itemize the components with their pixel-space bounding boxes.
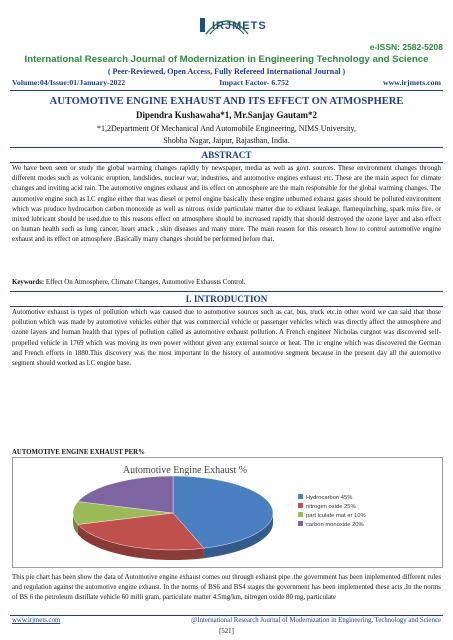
eissn: e-ISSN: 2582-5208 — [369, 42, 443, 52]
intro-text: Automotive exhaust is types of pollution which was caused due to automotive sources such as car, bus, truck etc.in other word we can said that those pollution which was made by automotive vehicles either that was commercial vehicle or passenger vehicles which was directly affect the atmosphere and ozone layers and human health that types of pollution called as automotive exhaust pollution. A French engineer Nicholas curgnot was discovered self-propelled vehicle in 1769 which was moving its own power without given any external source or heat. The ic engine which was discovered the German and French efforts in 1880.This discovery was the most important in the history of automotive segment because in the present day all the automotive segment should worked as I.C engine base. — [12, 309, 441, 368]
peer-review-line: ( Peer-Reviewed, Open Access, Fully Refereed International Journal ) — [107, 67, 346, 76]
affiliation — [0, 123, 453, 147]
after-chart-text: This pie chart has been show the data of Automotive engine exhaust comes out through exhaust pipe .the government has been implemented different rules and regulation against the automotive engine exhaust. In the norms of BS6 and BS4 stages the government has been implemented these acts .In the norms of BS 6 the petroleum distillate vehicle 60 milli gram, particulate matter 4.5mg/km, nitrogen oxide 80 mg, particulate — [12, 574, 441, 602]
legend-swatch-2 — [298, 512, 303, 517]
keywords-text: Effect On Atmosphere, Climate Changes, Automotive Exhausts Control. — [44, 279, 246, 286]
abstract-divider-top — [10, 147, 443, 148]
abstract-divider-bottom — [10, 162, 443, 163]
affiliation-line-2: Shobha Nagar, Jaipur, Rajasthan, India. — [163, 136, 290, 145]
volume-issue: Volume:04/Issue:01/January-2022 — [12, 78, 126, 87]
volume-line — [12, 78, 441, 87]
page-number: [521] — [219, 628, 234, 635]
keywords-label: Keywords: — [12, 279, 45, 286]
intro-divider-bottom — [10, 306, 443, 307]
pie-chart — [13, 458, 442, 567]
pie-slices — [73, 476, 273, 550]
legend-label-2: part iculate mat er 10% — [306, 513, 366, 519]
logo-text: IRJMETS — [212, 20, 267, 32]
abstract-heading: ABSTRACT — [201, 150, 252, 160]
intro-heading: I. INTRODUCTION — [185, 294, 268, 304]
chart-legend — [298, 494, 366, 528]
paper-authors: Dipendra Kushawaha*1, Mr.Sanjay Gautam*2 — [136, 110, 317, 120]
legend-label-3: carbon monoxide 20% — [306, 522, 364, 528]
legend-swatch-3 — [298, 521, 303, 526]
pie-chart-box — [12, 457, 443, 568]
impact-factor: Impact Factor- 6.752 — [219, 78, 289, 87]
footer-copyright: @International Research Journal of Modernization in Engineering, Technology and Science — [191, 617, 441, 624]
abstract-text: We have been seen or study the global warming changes rapidly by newspaper, media as well as govt. sources. These environment changes through different modes such as volcanic eruption, landslides, nuclear war, industries, and automotive engines exhaust etc. These are the main aspect for climate changes and inviting acid rain. The automotive engines exhaust and its effect on atmosphere are the main responsible for the global warming changes. The automotive engine such as I.C engine either that was diesel or petrol engine basically these engine unburned exhaust gases should be polluted environment which was produce hydrocarbon carbon monoxide as well as nitrous oxide particulate matter due to exhaust leakage, flamequinching, spark miss fire, or mixed lubricant should be used.due to this reasons effect on atmosphere should be increased rapidly that should destroyed the ozone layer and also effect on human health such as lung cancer, heart attack , skin diseases and many more. The main reason for this research how to control automotive engine exhaust and its effect on atmosphere .Basically many changes should be performed before that. — [12, 165, 441, 244]
legend-swatch-0 — [298, 494, 303, 499]
keywords-line — [12, 279, 441, 286]
chart-title: Automotive Engine Exhaust % — [122, 465, 248, 476]
paper-title: AUTOMOTIVE ENGINE EXHAUST AND ITS EFFECT ON ATMOSPHERE — [49, 96, 404, 107]
affiliation-line-1: *1,2Department Of Mechanical And Automobile Engineering, NIMS University, — [97, 124, 356, 133]
intro-divider-top — [10, 291, 443, 292]
legend-label-1: nitrogen oxide 25% — [306, 504, 356, 510]
footer-website[interactable]: www.irjmets.com — [12, 617, 61, 624]
legend-swatch-1 — [298, 503, 303, 508]
header-divider — [10, 90, 443, 91]
footer-divider — [10, 615, 443, 616]
exhaust-subheading: AUTOMOTIVE ENGINE EXHAUST PER% — [12, 449, 145, 456]
journal-name: International Research Journal of Modernization in Engineering Technology and Science — [24, 54, 429, 65]
legend-label-0: Hydrocarbon 45% — [306, 495, 353, 501]
journal-website[interactable]: www.irjmets.com — [382, 78, 441, 87]
